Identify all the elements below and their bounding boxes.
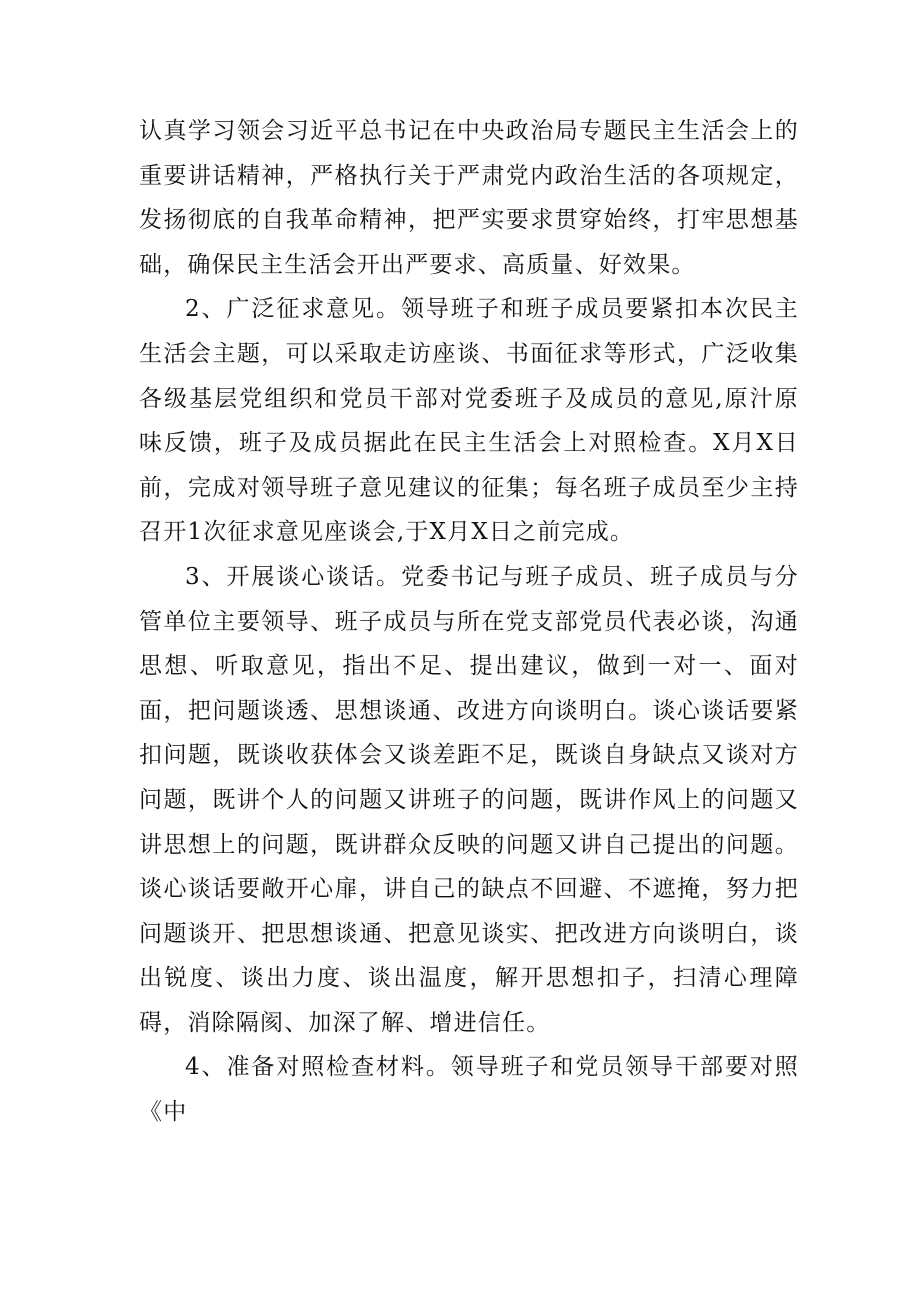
- paragraph-item-3-heart-to-heart-talks: 3、开展谈心谈话。党委书记与班子成员、班子成员与分管单位主要领导、班子成员与所在党支部党员代表必谈，沟通思想、听取意见，指出不足、提出建议，做到一对一、面对面，把问题谈透、思想谈通、改进方向谈明白。谈心谈话要紧扣问题，既谈收获体会又谈差距不足，既谈自身缺点又谈对方问题，既讲个人的问题又讲班子的问题，既讲作风上的问题又讲思想上的问题，既讲群众反映的问题又讲自己提出的问题。谈心谈话要敞开心扉，讲自己的缺点不回避、不遮掩，努力把问题谈开、把思想谈通、把意见谈实、把改进方向谈明白，谈出锐度、谈出力度、谈出温度，解开思想扣子，扫清心理障碍，消除隔阂、加深了解、增进信任。: [139, 563, 799, 1036]
- paragraph-item-2-solicit-opinions: 2、广泛征求意见。领导班子和班子成员要紧扣本次民主生活会主题，可以采取走访座谈、书面征求等形式，广泛收集各级基层党组织和党员干部对党委班子及成员的意见,原汁原味反馈，班子及成员据此在民主生活会上对照检查。X月X日前，完成对领导班子意见建议的征集；每名班子成员至少主持召开1次征求意见座谈会,于X月X日之前完成。: [139, 296, 799, 546]
- document-body: [139, 109, 799, 1135]
- paragraph-item-4-prepare-materials: 4、准备对照检查材料。领导班子和党员领导干部要对照《中: [139, 1054, 799, 1126]
- paragraph-intro-continuation: 认真学习领会习近平总书记在中央政治局专题民主生活会上的重要讲话精神，严格执行关于严肃党内政治生活的各项规定，发扬彻底的自我革命精神，把严实要求贯穿始终，打牢思想基础，确保民主生活会开出严要求、高质量、好效果。: [139, 118, 799, 278]
